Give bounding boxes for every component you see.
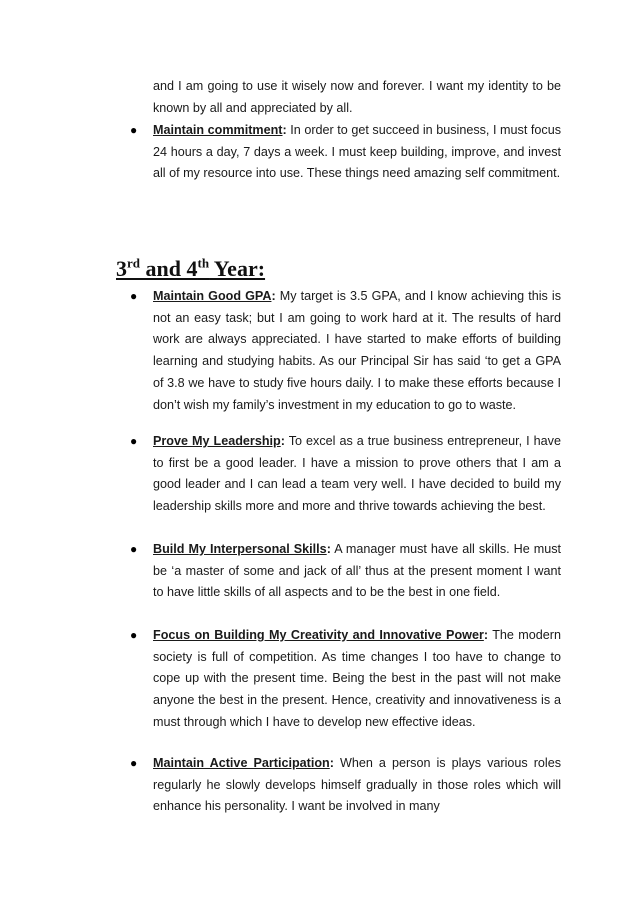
list-item-body: The modern society is full of competition. As time changes I too have to change to cope up with the present time. Being the best in the past will not make anyone the best in the present. Hence, creativity and innovativeness is a must through which I have to develop new effective ideas.	[153, 628, 561, 729]
bullet-icon: ●	[130, 434, 138, 448]
list-item-term: Prove My Leadership	[153, 434, 281, 448]
intro-continuation: and I am going to use it wisely now and forever. I want my identity to be known by all and appreciated by all.	[153, 79, 561, 115]
list-item-term: Maintain Active Participation	[153, 756, 330, 770]
list-item-colon: :	[280, 434, 285, 448]
list-item-colon: :	[329, 756, 334, 770]
bullet-icon: ●	[130, 123, 138, 137]
list-item-prove-my-leadership	[153, 431, 561, 518]
list-item-body: To excel as a true business entrepreneur, I have to first be a good leader. I have a mission to prove others that I am a good leader and I can lead a team very well. I have decided to build my leadership skills more and more and thrive towards achieving the best.	[153, 434, 561, 514]
bullet-icon: ●	[130, 289, 138, 303]
list-item-build-interpersonal-skills	[153, 539, 561, 604]
list-item-body: My target is 3.5 GPA, and I know achieving this is not an easy task; but I am going to work hard at it. The results of hard work are always appreciated. I have started to make efforts of building learning and studying habits. As our Principal Sir has said ‘to get a GPA of 3.8 we have to study five hours daily. I to make these efforts because I don’t wish my family’s investment in my education to go to waste.	[153, 289, 561, 412]
list-item-body: A manager must have all skills. He must be ‘a master of some and jack of all’ thus at the present moment I want to have little skills of all aspects and to be the best in one field.	[153, 542, 562, 600]
bullet-icon: ●	[130, 756, 138, 770]
list-item-colon: :	[282, 123, 287, 137]
list-item-term: Maintain Good GPA	[153, 289, 272, 303]
list-item-active-participation	[153, 753, 561, 818]
section-heading-3rd-4th-year: 3rd and 4th Year:	[116, 255, 266, 281]
list-item-term: Focus on Building My Creativity and Innovative Power	[153, 628, 484, 642]
list-item-term: Build My Interpersonal Skills	[153, 542, 327, 556]
list-item-colon: :	[271, 289, 276, 303]
list-item-maintain-good-gpa	[153, 286, 561, 416]
list-item-body: In order to get succeed in business, I must focus 24 hours a day, 7 days a week. I must keep building, improve, and invest all of my resource into use. These things need amazing self commitment.	[153, 123, 561, 181]
list-item-term: Maintain commitment	[153, 123, 283, 137]
bullet-icon: ●	[130, 628, 138, 642]
list-item-maintain-commitment	[153, 120, 561, 185]
list-item-body: When a person is plays various roles regularly he slowly develops himself gradually in those roles which will enhance his personality. I want be involved in many	[153, 756, 562, 814]
list-item-colon: :	[483, 628, 489, 642]
list-item-colon: :	[326, 542, 331, 556]
list-item-focus-creativity	[153, 625, 561, 734]
bullet-icon: ●	[130, 542, 138, 556]
